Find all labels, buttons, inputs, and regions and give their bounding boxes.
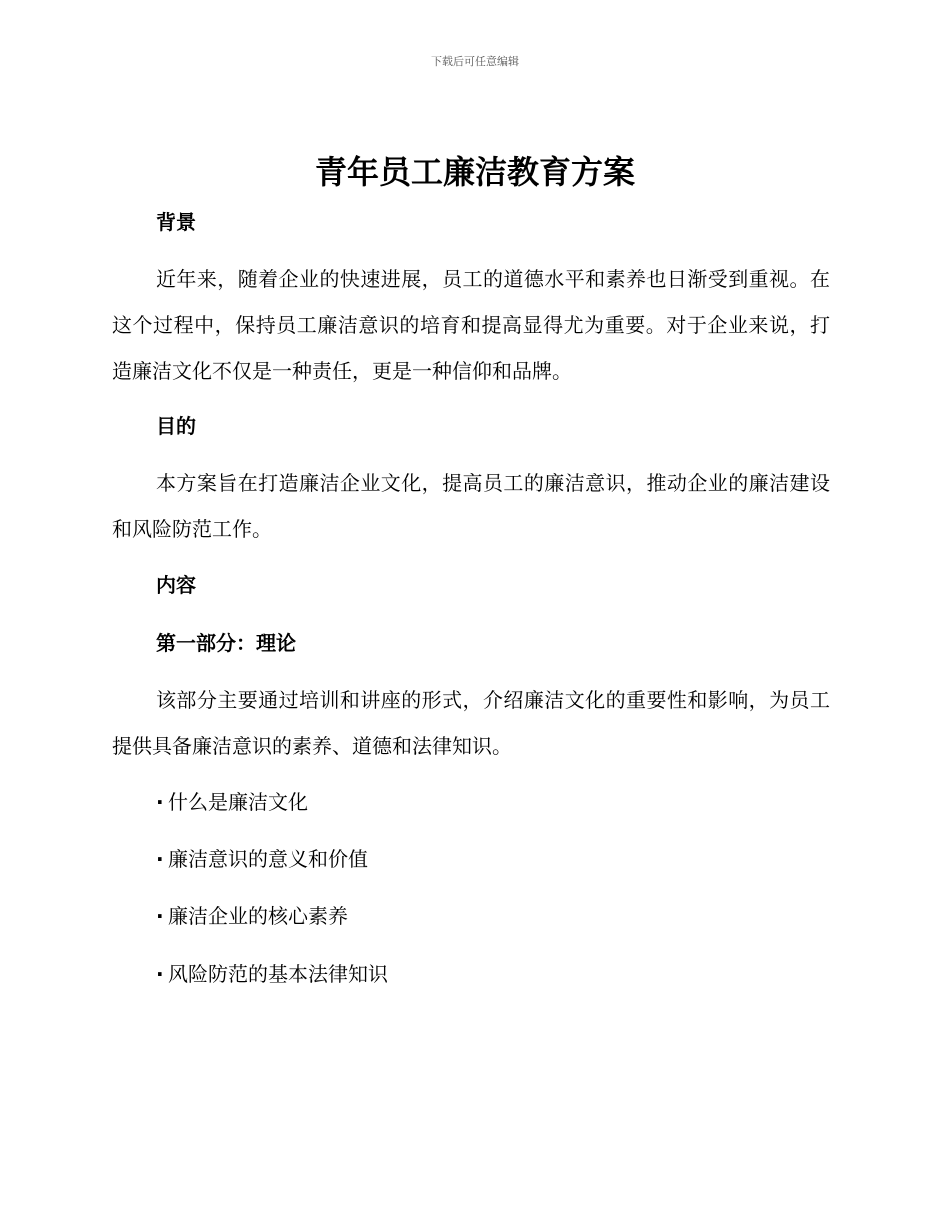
list-item-text: 廉洁意识的意义和价值 — [168, 847, 368, 871]
bullet-marker: · — [156, 904, 164, 928]
list-item — [156, 951, 756, 997]
section-heading-background: 背景 — [156, 210, 196, 234]
document-title: 青年员工廉洁教育方案 — [314, 153, 635, 191]
list-item-text: 风险防范的基本法律知识 — [168, 962, 388, 986]
list-item — [156, 836, 756, 882]
paragraph-background: 近年来，随着企业的快速进展，员工的道德水平和素养也日渐受到重视。在这个过程中，保持员工廉洁意识的培育和提高显得尤为重要。对于企业来说，打造廉洁文化不仅是一种责任，更是一种信仰和品牌。 — [112, 267, 830, 383]
list-item — [156, 779, 756, 825]
bullet-marker: · — [156, 847, 164, 871]
list-item — [156, 893, 756, 939]
page-header-note: 下载后可任意编辑 — [431, 55, 519, 68]
subsection-heading-theory: 第一部分：理论 — [156, 631, 296, 655]
bullet-marker: · — [156, 790, 164, 814]
section-heading-content: 内容 — [156, 573, 196, 597]
paragraph-purpose: 本方案旨在打造廉洁企业文化，提高员工的廉洁意识，推动企业的廉洁建设和风险防范工作。 — [112, 471, 830, 541]
paragraph-theory: 该部分主要通过培训和讲座的形式，介绍廉洁文化的重要性和影响，为员工提供具备廉洁意识的素养、道德和法律知识。 — [112, 688, 830, 758]
bullet-marker: · — [156, 962, 164, 986]
section-heading-purpose: 目的 — [156, 414, 196, 438]
list-item-text: 什么是廉洁文化 — [168, 790, 308, 814]
list-item-text: 廉洁企业的核心素养 — [168, 904, 348, 928]
